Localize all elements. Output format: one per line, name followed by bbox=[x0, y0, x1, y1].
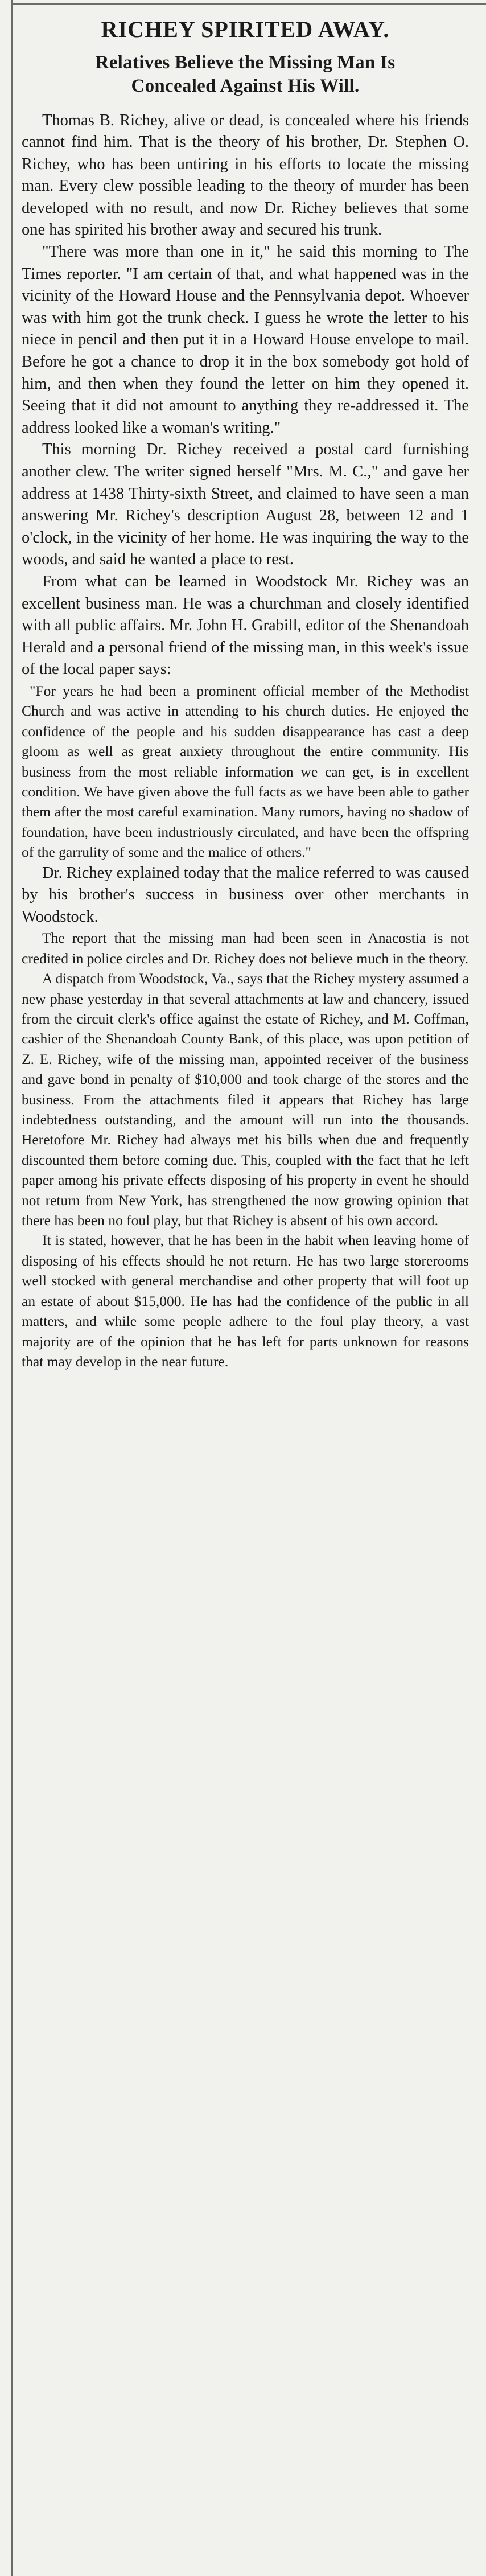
paragraph: This morning Dr. Richey received a postal card furnishing another clew. The writer signed herself "Mrs. M. C.," and gave her address at 1438 Thirty-sixth Street, and claimed to have seen a man answering Mr. Richey's description August 28, between 12 and 1 o'clock, in the vicinity of her home. He was inquiring the way to the woods, and said he wanted a place to rest. bbox=[22, 441, 469, 569]
headline: RICHEY SPIRITED AWAY. bbox=[101, 17, 390, 42]
paragraph: From what can be learned in Woodstock Mr. Richey was an excellent business man. He was a churchman and closely identified with all public affairs. Mr. John H. Grabill, editor of the Shenandoah Herald and a personal friend of the missing man, in this week's issue of the local paper says: bbox=[22, 572, 469, 679]
paragraph: Dr. Richey explained today that the malice referred to was caused by his brother's success in business over other merchants in Woodstock. bbox=[22, 864, 469, 926]
paragraph: The report that the missing man had been seen in Anacostia is not credited in police circles and Dr. Richey does not believe much in the theory. bbox=[22, 930, 469, 967]
subheadline-line-1: Relatives Believe the Missing Man Is bbox=[95, 52, 396, 73]
paragraph: A dispatch from Woodstock, Va., says that the Richey mystery assumed a new phase yesterday in that several attachments at law and chancery, issued from the circuit clerk's office against the estate of Richey, and M. Coffman, cashier of the Shenandoah County Bank, of this place, was upon petition of Z. E. Richey, wife of the missing man, appointed receiver of the business and gave bond in penalty of $10,000 and took charge of the stores and the business. From the attachments filed it appears that Richey has large indebtedness outstanding, and the amount will run into the thousands. Heretofore Mr. Richey had always met his bills when due and frequently discounted them before coming due. This, coupled with the fact that he left paper among his private effects disposing of his property in event he should not return from New York, has strengthened the now growing opinion that there has been no foul play, but that Richey is absent of his own accord. bbox=[22, 970, 469, 1229]
article-body bbox=[22, 110, 469, 1372]
paragraph: Thomas B. Richey, alive or dead, is concealed where his friends cannot find him. That is the theory of his brother, Dr. Stephen O. Richey, who has been untiring in his efforts to locate the missing man. Every clew possible leading to the theory of murder has been developed with no result, and now Dr. Richey believes that some one has spirited his brother away and secured his trunk. bbox=[22, 111, 469, 239]
subheadline bbox=[22, 51, 469, 98]
paragraph: It is stated, however, that he has been in the habit when leaving home of disposing of his effects should he not return. He has two large storerooms well stocked with general merchandise and other property that will foot up an estate of about $15,000. He has had the confidence of the public in all matters, and while some people adhere to the foul play theory, a vast majority are of the opinion that he has left for parts unknown for reasons that may develop in the near future. bbox=[22, 1232, 469, 1370]
subheadline-line-2: Concealed Against His Will. bbox=[131, 76, 360, 97]
paragraph: "There was more than one in it," he said this morning to The Times reporter. "I am certain of that, and what happened was in the vicinity of the Howard House and the Pennsylvania depot. Whoever was with him got the trunk check. I guess he wrote the letter to his niece in pencil and then put it in a Howard House envelope to mail. Before he got a chance to drop it in the box somebody got hold of him, and then when they found the letter on him they opened it. Seeing that it did not amount to anything they re-addressed it. The address looked like a woman's writing." bbox=[22, 243, 469, 437]
quoted-paragraph: "For years he had been a prominent official member of the Methodist Church and was active in attending to his church duties. He enjoyed the confidence of the people and his sudden disappearance has cast a deep gloom as well as great anxiety throughout the entire community. His business from the most reliable information we can get, is in excellent condition. We have given above the full facts as we have been able to gather them after the most careful examination. Many rumors, having no shadow of foundation, have been industriously circulated, and have been the offspring of the garrulity of some and the malice of others." bbox=[22, 682, 469, 861]
